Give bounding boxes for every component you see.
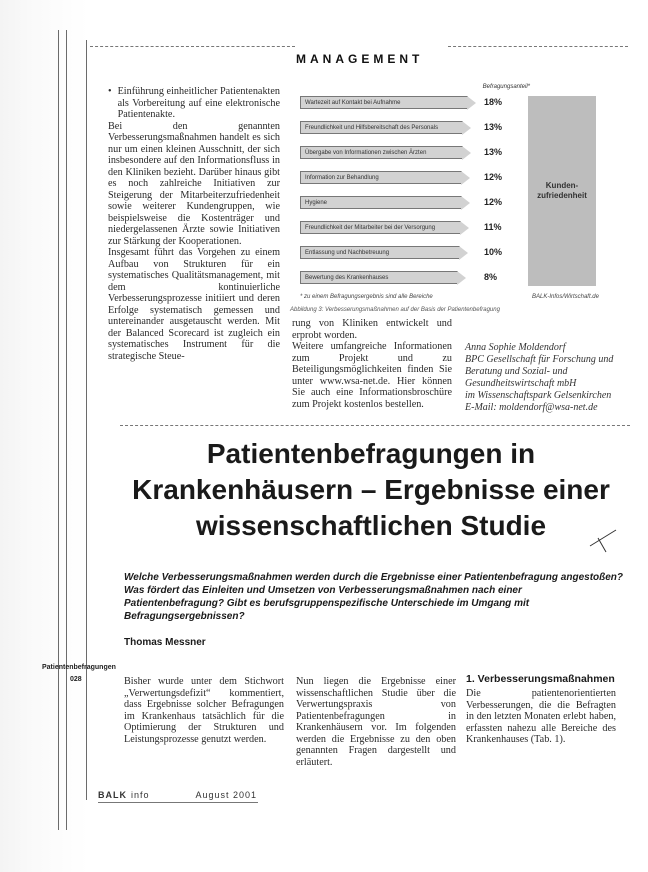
left-column [108, 86, 280, 362]
article-column-1: Bisher wurde unter dem Stichwort „Verwertungsdefizit“ kommentiert, dass Ergebnisse solcher Befragungen im Krankenhaus tatsächlich für die Optimierung der Strukturen und Leistungsprozesse genutzt werden. [124, 676, 284, 745]
chart-bar: Freundlichkeit der Mitarbeiter bei der Versorgung [300, 221, 461, 234]
bullet-item [108, 86, 280, 121]
top-divider [448, 46, 628, 47]
chart-source: BALK-Infos/Wirtschaft.de [532, 294, 599, 300]
author-email: E-Mail: moldendorf@wsa-net.de [465, 402, 598, 413]
footer-rule [98, 802, 258, 803]
chart-footnote: * zu einem Befragungsergebnis sind alle Bereiche [300, 294, 433, 300]
footer-date: August 2001 [195, 790, 258, 800]
chart-value-label: 13% [484, 147, 503, 157]
chart-bar: Freundlichkeit und Hilfsbereitschaft des Personals [300, 121, 463, 134]
middle-paragraph: Weitere umfangreiche Informationen zum Projekt und zu Beteiligungsmöglichkeiten finden Sie unter www.wsa-net.de. Hier können Sie auch eine Informationsbroschüre zum Projekt kostenlos bestellen. [292, 341, 452, 410]
chart-value-label: 11% [484, 222, 502, 232]
article-author: Thomas Messner [124, 637, 206, 648]
chart-value-label: 8% [484, 272, 498, 282]
footer-info: info [131, 790, 150, 800]
chart-bar: Wartezeit auf Kontakt bei Aufnahme [300, 96, 468, 109]
chart-bar: Information zur Behandlung [300, 171, 462, 184]
scan-shadow [0, 0, 88, 872]
page-edge-line [66, 30, 67, 830]
chart-value-label: 12% [484, 172, 503, 182]
section-heading: 1. Verbesserungsmaßnahmen [466, 673, 615, 685]
page-footer [98, 790, 257, 800]
left-paragraph: Bei den genannten Verbesserungsmaßnahmen handelt es sich nur um einen kleinen Ausschnitt, der sich insbesondere auf den Informationsfluss in den Kliniken bezieht. Darüber hinaus gibt es noch zahlreiche Initiativen zur Steigerung der Mitarbeiterzufriedenheit sowie weiterer Kundengruppen, wie beispielsweise die Kostenträger und niedergelassenen Ärzte sowie Initiativen zur Stärkung der Kooperationen. [108, 120, 280, 247]
middle-column [292, 318, 452, 410]
edge-page-number: 028 [70, 676, 82, 683]
top-divider [90, 46, 295, 47]
middle-paragraph: rung von Kliniken entwickelt und erprobt worden. [292, 318, 452, 341]
figure-caption: Abbildung 3: Verbesserungsmaßnahmen auf der Basis der Patientenbefragung [290, 307, 500, 313]
author-address: im Wissenschaftspark Gelsenkirchen [465, 390, 612, 401]
chart-bar: Bewertung des Krankenhauses [300, 271, 458, 284]
chart-unit-label: Befragungsanteil* [482, 84, 530, 90]
chart-value-label: 12% [484, 197, 503, 207]
page-edge-line [86, 40, 87, 800]
author-name: Anna Sophie Moldendorf [465, 342, 566, 353]
author-org: BPC Gesellschaft für Forschung und Beratung und Sozial- und Gesundheitswirtschaft mbH [465, 354, 614, 389]
chart-value-label: 13% [484, 122, 503, 132]
article-title: Patientenbefragungen in Krankenhäusern – Ergebnisse einer wissenschaftlichen Studie [132, 438, 610, 541]
pen-mark-icon [588, 524, 618, 554]
article-divider [120, 425, 630, 426]
footer-brand: BALK [98, 790, 127, 800]
chart-bar: Übergabe von Informationen zwischen Ärzten [300, 146, 463, 159]
article-column-2: Nun liegen die Ergebnisse einer wissenschaftlichen Studie über die Verwertungspraxis von Patientenbefragungen in Krankenhäusern vor. Im folgenden werden die Ergebnisse zu den oben genannten Fragen dargestellt und erläutert. [296, 676, 456, 768]
article-column-3: Die patientenorientierten Verbesserungen, die die Befragten in den letzten Monaten erlebt haben, erfassten nahezu alle Bereiche des Krankenhauses (Tab. 1). [466, 688, 616, 745]
chart-bar: Hygiene [300, 196, 462, 209]
section-header: MANAGEMENT [296, 52, 424, 66]
bullet-text: Einführung einheitlicher Patientenakten als Vorbereitung auf eine elektronische Patientenakte. [117, 86, 280, 120]
customer-satisfaction-box: Kunden-zufriedenheit [528, 96, 596, 286]
article-lead: Welche Verbesserungsmaßnahmen werden durch die Ergebnisse einer Patientenbefragung angestoßen? Was fördert das Einleiten und Umsetzen von Verbesserungsmaßnahmen nach einer Patientenbefragung? Gibt es berufsgruppenspezifische Unterschiede im Umgang mit Befragungsergebnissen? [124, 572, 624, 622]
edge-label: Patientenbefragungen [42, 664, 116, 671]
left-paragraph: Insgesamt führt das Vorgehen zu einem Aufbau von Strukturen für ein systematisches Qualitätsmanagement, mit dem kontinuierliche Verbesserungsprozesse initiiert und deren Erfolge systematisch gemessen und untereinander ausgetauscht werden. Mit der Balanced Scorecard ist zugleich ein systematisches Instrument für die strategische Steue- [108, 247, 280, 362]
chart-value-label: 18% [484, 97, 503, 107]
author-info [465, 342, 615, 414]
chart-bar: Entlassung und Nachbetreuung [300, 246, 460, 259]
chart-value-label: 10% [484, 247, 503, 257]
page-edge-line [58, 30, 59, 830]
improvement-chart [300, 84, 600, 304]
bullet-icon: • [108, 86, 112, 97]
